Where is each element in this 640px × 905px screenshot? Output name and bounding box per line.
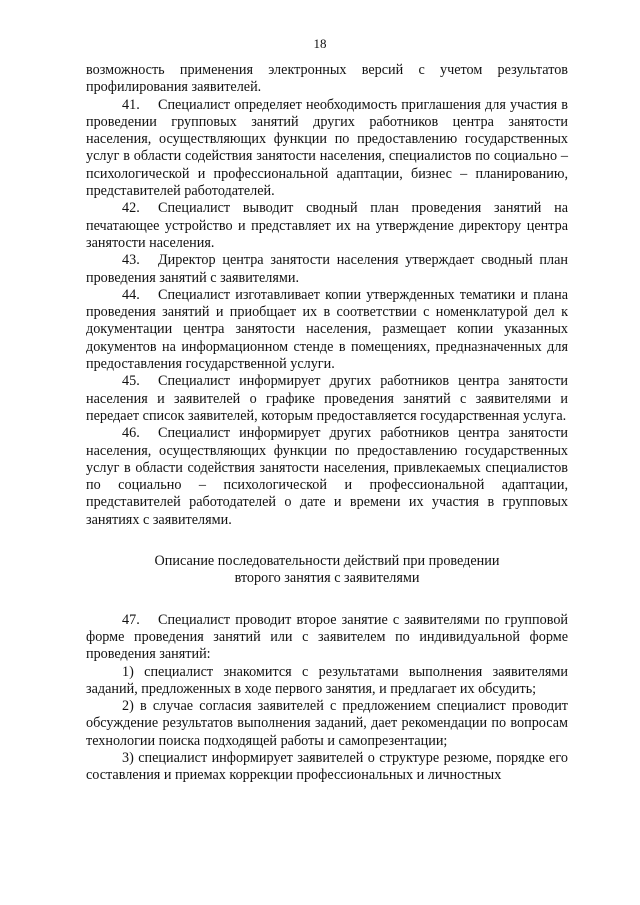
paragraph-number: 43. — [122, 252, 140, 269]
paragraph-number: 46. — [122, 425, 140, 442]
paragraph-text: Специалист выводит сводный план проведения занятий на печатающее устройство и представляет их на утверждение директору центра занятости населения. — [86, 200, 568, 251]
paragraph-text: Специалист определяет необходимость приглашения для участия в проведении групповых занятий других работников центра занятости населения, осуществляющих функции по предоставлению государственных услуг в области содействия занятости населения, специалистов по социально – психологической и профессиональной адаптации, бизнес – планированию, представителей работодателей. — [86, 96, 568, 200]
paragraph-text: Директор центра занятости населения утверждает сводный план проведения занятий с заявителями. — [86, 252, 568, 286]
subitem-2: 2) в случае согласия заявителей с предложением специалист проводит обсуждение результатов выполнения заданий, дает рекомендации по вопросам технологии поиска подходящей работы и самопрезентации; — [86, 698, 568, 749]
paragraph-45 — [86, 373, 568, 425]
paragraph-number: 42. — [122, 200, 140, 217]
paragraph-43 — [86, 252, 568, 287]
paragraph-47 — [86, 612, 568, 664]
paragraph-text: Специалист изготавливает копии утвержденных тематики и плана проведения занятий и приобщает их в соответствии с номенклатурой дел к документации центра занятости населения, размещает копии указанных документов на информационном стенде в помещениях, предназначенных для предоставления государственной услуги. — [86, 286, 568, 373]
section-heading-line-2: второго занятия с заявителями — [234, 570, 420, 587]
document-body — [86, 62, 568, 785]
paragraph-text: Специалист информирует других работников центра занятости населения и заявителей о графике проведения занятий с заявителями и передает список заявителей, которым предоставляется государственная услуга. — [86, 373, 568, 424]
paragraph-number: 45. — [122, 373, 140, 390]
paragraph-text: возможность применения электронных версий с учетом результатов профилирования заявителей. — [86, 62, 568, 96]
paragraph-44 — [86, 287, 568, 373]
paragraph-text: Специалист проводит второе занятие с заявителями по групповой форме проведения занятий или с заявителем по индивидуальной форме проведения занятий: — [86, 611, 568, 663]
section-heading-line-1: Описание последовательности действий при проведении — [154, 553, 500, 570]
paragraph-number: 47. — [122, 611, 140, 628]
paragraph-42 — [86, 200, 568, 252]
paragraph-text: Специалист информирует других работников центра занятости населения, осуществляющих функции по предоставлению государственных услуг в области содействия занятости населения, привлекаемых специалистов по социально – психологической и профессиональной адаптации, представителей работодателей о дате и времени их участия в групповых занятиях с заявителями. — [86, 425, 568, 528]
subitem-1: 1) специалист знакомится с результатами выполнения заявителями заданий, предложенных в ходе первого занятия, и предлагает их обсудить; — [86, 663, 568, 697]
paragraph-continuation — [86, 62, 568, 97]
paragraph-number: 41. — [122, 96, 140, 113]
section-heading — [86, 553, 568, 588]
subitem-3: 3) специалист информирует заявителей о структуре резюме, порядке его составления и приемах коррекции профессиональных и личностных — [86, 749, 568, 784]
paragraph-number: 44. — [122, 286, 140, 303]
paragraph-46 — [86, 425, 568, 529]
paragraph-41 — [86, 97, 568, 201]
page-number: 18 — [313, 36, 327, 51]
